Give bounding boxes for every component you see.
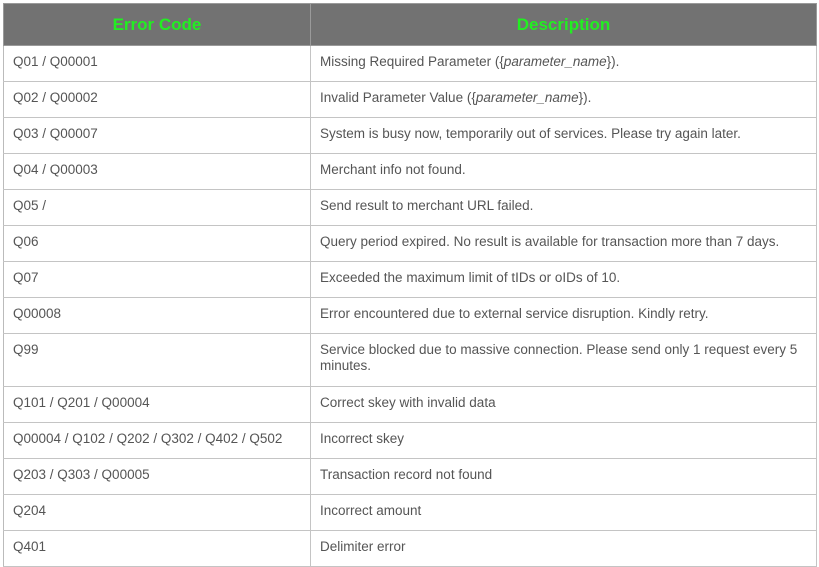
parameter-placeholder: parameter_name	[503, 54, 607, 69]
table-row	[4, 423, 817, 459]
description-cell: Merchant info not found.	[311, 154, 817, 190]
description-cell: Send result to merchant URL failed.	[311, 190, 817, 226]
table-header-row	[4, 4, 817, 46]
table-row	[4, 387, 817, 423]
error-code-cell: Q401	[4, 531, 311, 567]
error-code-table	[3, 3, 817, 567]
error-code-cell: Q00008	[4, 298, 311, 334]
description-text-end: }).	[606, 54, 620, 69]
error-code-cell: Q04 / Q00003	[4, 154, 311, 190]
error-code-cell: Q00004 / Q102 / Q202 / Q302 / Q402 / Q502	[4, 423, 311, 459]
error-code-cell: Q03 / Q00007	[4, 118, 311, 154]
error-code-cell: Q05 /	[4, 190, 311, 226]
description-cell: System is busy now, temporarily out of services. Please try again later.	[311, 118, 817, 154]
description-cell: Exceeded the maximum limit of tIDs or oIDs of 10.	[311, 262, 817, 298]
table-row	[4, 82, 817, 118]
table-row	[4, 298, 817, 334]
error-code-table-container	[3, 3, 816, 567]
error-code-cell: Q203 / Q303 / Q00005	[4, 459, 311, 495]
description-cell: Incorrect skey	[311, 423, 817, 459]
description-text: Invalid Parameter Value ({	[320, 90, 476, 105]
table-row	[4, 459, 817, 495]
description-cell: Correct skey with invalid data	[311, 387, 817, 423]
description-text-end: }).	[578, 90, 592, 105]
description-cell	[311, 46, 817, 82]
description-text: Missing Required Parameter ({	[320, 54, 504, 69]
description-cell	[311, 82, 817, 118]
parameter-placeholder: parameter_name	[475, 90, 579, 105]
error-code-cell: Q204	[4, 495, 311, 531]
table-row	[4, 334, 817, 387]
description-cell: Transaction record not found	[311, 459, 817, 495]
error-code-cell: Q06	[4, 226, 311, 262]
table-row	[4, 190, 817, 226]
header-error-code: Error Code	[4, 4, 311, 46]
table-row	[4, 262, 817, 298]
description-cell: Incorrect amount	[311, 495, 817, 531]
error-code-cell: Q07	[4, 262, 311, 298]
table-row	[4, 226, 817, 262]
description-cell: Error encountered due to external service disruption. Kindly retry.	[311, 298, 817, 334]
table-row	[4, 154, 817, 190]
error-code-cell: Q101 / Q201 / Q00004	[4, 387, 311, 423]
description-cell: Delimiter error	[311, 531, 817, 567]
table-row	[4, 531, 817, 567]
error-code-cell: Q99	[4, 334, 311, 387]
error-code-cell: Q01 / Q00001	[4, 46, 311, 82]
table-row	[4, 118, 817, 154]
table-row	[4, 495, 817, 531]
header-description: Description	[311, 4, 817, 46]
description-cell: Service blocked due to massive connection. Please send only 1 request every 5 minutes.	[311, 334, 817, 387]
description-cell: Query period expired. No result is available for transaction more than 7 days.	[311, 226, 817, 262]
error-code-cell: Q02 / Q00002	[4, 82, 311, 118]
table-row	[4, 46, 817, 82]
